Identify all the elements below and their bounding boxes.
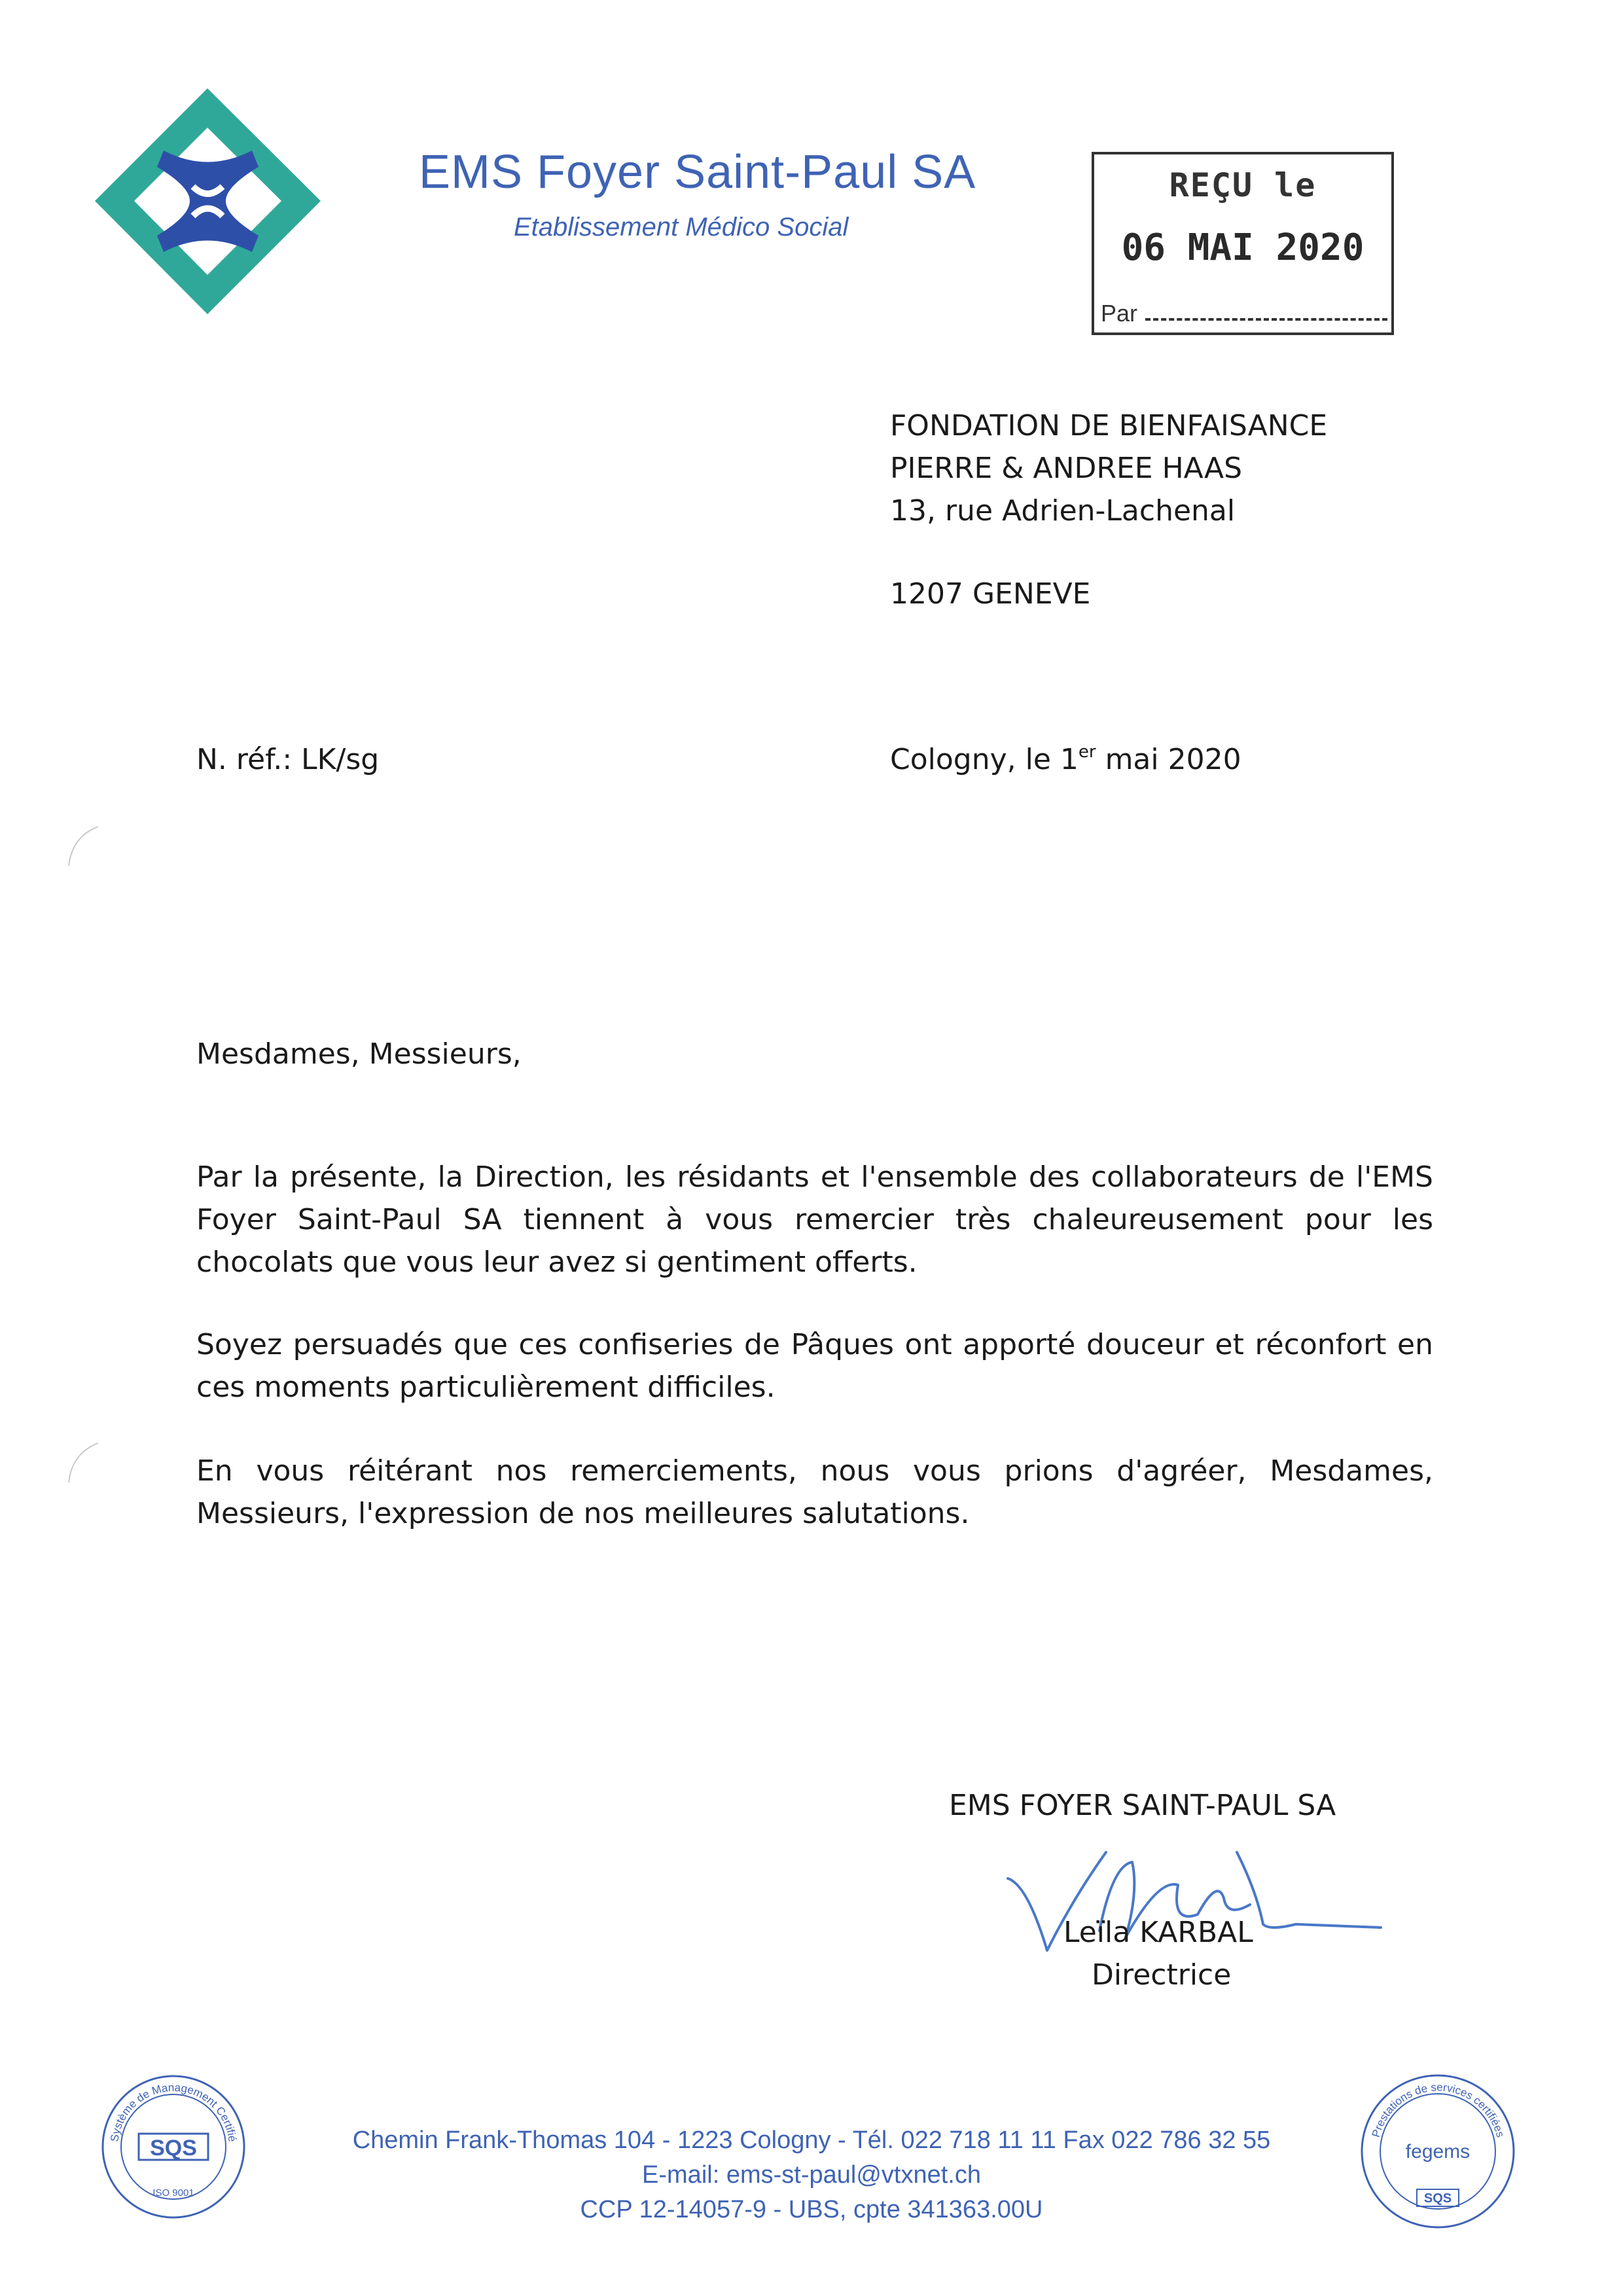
received-stamp: [1092, 152, 1394, 335]
date-prefix: Cologny, le 1: [890, 743, 1079, 776]
recipient-address: [890, 404, 1327, 532]
fegems-certification-seal: [1358, 2072, 1518, 2232]
recipient-city: 1207 GENEVE: [890, 577, 1091, 611]
letter-paragraph: En vous réitérant nos remerciements, nous vous prions d'agréer, Mesdames, Messieurs, l'expression de nos meilleures salutations.: [196, 1454, 1433, 1530]
foyer-saint-paul-logo: [95, 88, 321, 314]
seal-left-center-text: SQS: [150, 2136, 197, 2161]
organization-subtitle: Etablissement Médico Social: [514, 213, 849, 242]
seal-right-top-text: Prestations de services certifiées: [1369, 2081, 1507, 2139]
letter-date: [890, 738, 1241, 781]
letter-paragraph: Soyez persuadés que ces confiseries de Pâques ont apporté douceur et réconfort en ces moments particulièrement difficiles.: [196, 1328, 1433, 1404]
footer-bank: CCP 12-14057-9 - UBS, cpte 341363.00U: [580, 2196, 1043, 2223]
stamp-dashed-line: [1145, 318, 1387, 321]
closing-organization: EMS FOYER SAINT-PAUL SA: [949, 1789, 1336, 1822]
hole-punch-mark: [62, 823, 108, 869]
date-ordinal: er: [1078, 742, 1096, 762]
letter-paragraph: Par la présente, la Direction, les résidants et l'ensemble des collaborateurs de l'EMS Foyer Saint-Paul SA tiennent à vous remercier très chaleureusement pour les chocolats que vous leur avez si gentiment offerts.: [196, 1160, 1433, 1279]
footer-address: Chemin Frank-Thomas 104 - 1223 Cologny - Tél. 022 718 11 11 Fax 022 786 32 55: [352, 2126, 1271, 2154]
recipient-line: FONDATION DE BIENFAISANCE: [890, 409, 1328, 442]
recipient-line: 13, rue Adrien-Lachenal: [890, 494, 1236, 528]
stamp-title: REÇU le: [1169, 166, 1317, 204]
stamp-par-label: Par: [1101, 300, 1138, 327]
seal-right-center-text: fegems: [1405, 2141, 1471, 2162]
reference: N. réf.: LK/sg: [196, 743, 380, 776]
sqs-iso-9001-seal: [98, 2072, 249, 2222]
seal-right-bottom-text: SQS: [1423, 2191, 1452, 2206]
signer-name: Leïla KARBAL: [1063, 1916, 1253, 1949]
svg-text:Prestations de services certif: [1370, 2081, 1507, 2138]
recipient-line: PIERRE & ANDREE HAAS: [890, 452, 1243, 485]
seal-left-top-text: Système de Management Certifié: [108, 2081, 239, 2143]
date-suffix: mai 2020: [1096, 743, 1241, 776]
stamp-date: 06 MAI 2020: [1121, 226, 1364, 269]
organization-name: EMS Foyer Saint-Paul SA: [419, 146, 976, 198]
footer-email: E-mail: ems-st-paul@vtxnet.ch: [642, 2161, 981, 2189]
hole-punch-mark: [62, 1440, 108, 1486]
salutation: Mesdames, Messieurs,: [196, 1037, 522, 1071]
signer-title: Directrice: [1092, 1958, 1232, 1992]
seal-left-bottom-text: ISO 9001: [152, 2187, 194, 2198]
